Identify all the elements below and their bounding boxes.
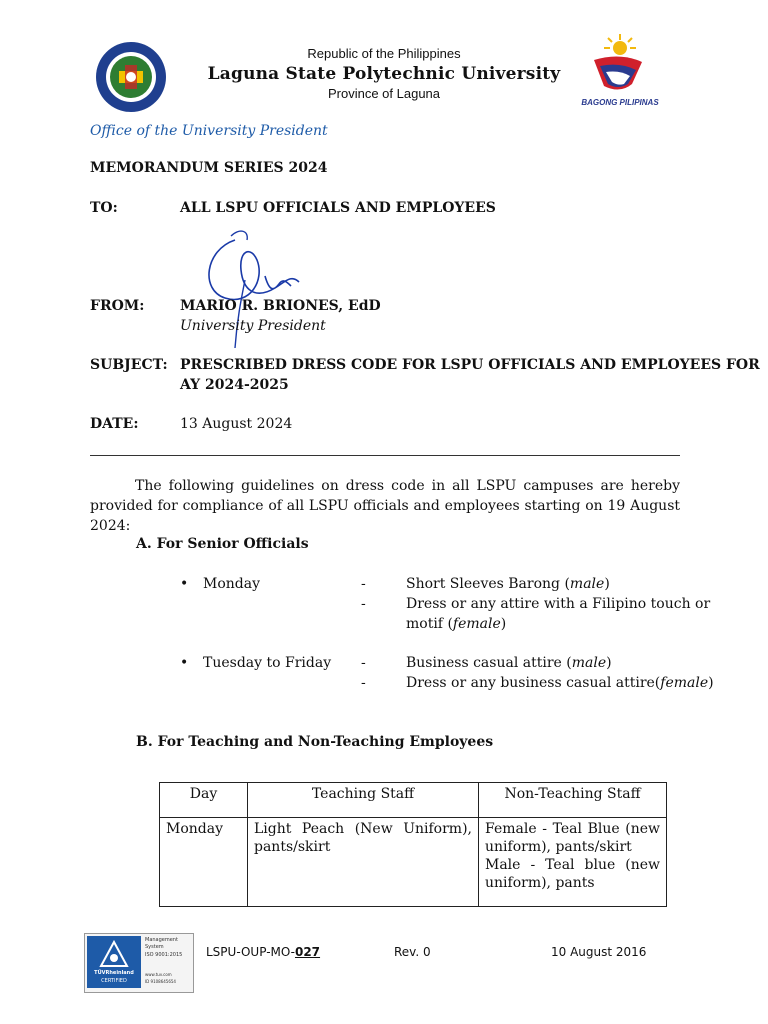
tuesday-friday-label: Tuesday to Friday (203, 655, 332, 671)
divider (90, 455, 680, 456)
cert-url: www.tuv.com (145, 972, 172, 977)
monday-item-2-line-1: Dress or any attire with a Filipino touch or (406, 596, 711, 612)
tf-item-2: Dress or any business casual attire(female) (406, 675, 714, 691)
header-republic: Republic of the Philippines (307, 46, 461, 61)
cert-iso: ISO 9001:2015 (145, 952, 183, 958)
dash: - (361, 576, 366, 592)
cert-management: Management (145, 937, 178, 943)
to-label: TO: (90, 200, 118, 216)
tuv-certified-label: CERTIFIED (101, 978, 127, 984)
tuv-brand: TÜVRheinland (94, 970, 134, 976)
cell-non-teaching (479, 818, 667, 907)
section-a-heading: A. For Senior Officials (136, 536, 309, 552)
from-name: MARIO R. BRIONES, EdD (180, 298, 381, 314)
cert-id: ID 9108645654 (145, 979, 176, 984)
header-teaching-staff: Teaching Staff (248, 783, 479, 818)
subject-label: SUBJECT: (90, 357, 168, 373)
memo-series: MEMORANDUM SERIES 2024 (90, 160, 328, 176)
monday-item-1: Short Sleeves Barong (male) (406, 576, 610, 592)
footer-date: 10 August 2016 (551, 945, 647, 959)
bullet-dot: • (180, 655, 189, 671)
dash: - (361, 675, 366, 691)
revision: Rev. 0 (394, 945, 431, 959)
office-title: Office of the University President (90, 123, 328, 139)
table-header-row (160, 783, 667, 818)
non-teaching-male: Male - Teal blue (new uniform), pants (485, 857, 660, 891)
intro-paragraph (90, 476, 680, 536)
tf-item-1: Business casual attire (male) (406, 655, 612, 671)
dress-code-table (159, 782, 667, 907)
header-province: Province of Laguna (327, 86, 441, 101)
monday-item-2-line-2: motif (female) (406, 616, 507, 632)
tuv-logo-block (87, 936, 141, 988)
cert-system: System (145, 944, 164, 950)
subject-line-2: AY 2024-2025 (180, 377, 289, 393)
from-label: FROM: (90, 298, 145, 314)
date-label: DATE: (90, 416, 139, 432)
cell-day: Monday (160, 818, 248, 907)
header-non-teaching-staff: Non-Teaching Staff (479, 783, 667, 818)
intro-text: The following guidelines on dress code in all LSPU campuses are hereby provided for compliance of all LSPU officials and employees starting on 19 August 2024: (90, 478, 680, 534)
table-row (160, 818, 667, 907)
subject-line-1: PRESCRIBED DRESS CODE FOR LSPU OFFICIALS AND EMPLOYEES FOR (180, 357, 760, 373)
document-code: LSPU-OUP-MO-027 (206, 945, 321, 959)
monday-label: Monday (203, 576, 260, 592)
signature (195, 220, 315, 355)
date-value: 13 August 2024 (180, 416, 293, 432)
header-day: Day (160, 783, 248, 818)
bullet-dot: • (180, 576, 189, 592)
cell-teaching: Light Peach (New Uniform), pants/skirt (248, 818, 479, 907)
to-value: ALL LSPU OFFICIALS AND EMPLOYEES (180, 200, 496, 216)
dash: - (361, 596, 366, 612)
dash: - (361, 655, 366, 671)
header-university-name: Laguna State Polytechnic University (207, 64, 561, 84)
non-teaching-female: Female - Teal Blue (new uniform), pants/skirt (485, 821, 660, 855)
bagong-pilipinas-label: BAGONG PILIPINAS (581, 98, 659, 107)
from-title: University President (180, 318, 326, 334)
tuv-certification-badge (84, 933, 194, 993)
bagong-pilipinas-logo (580, 32, 660, 112)
section-b-heading: B. For Teaching and Non-Teaching Employees (136, 734, 494, 750)
